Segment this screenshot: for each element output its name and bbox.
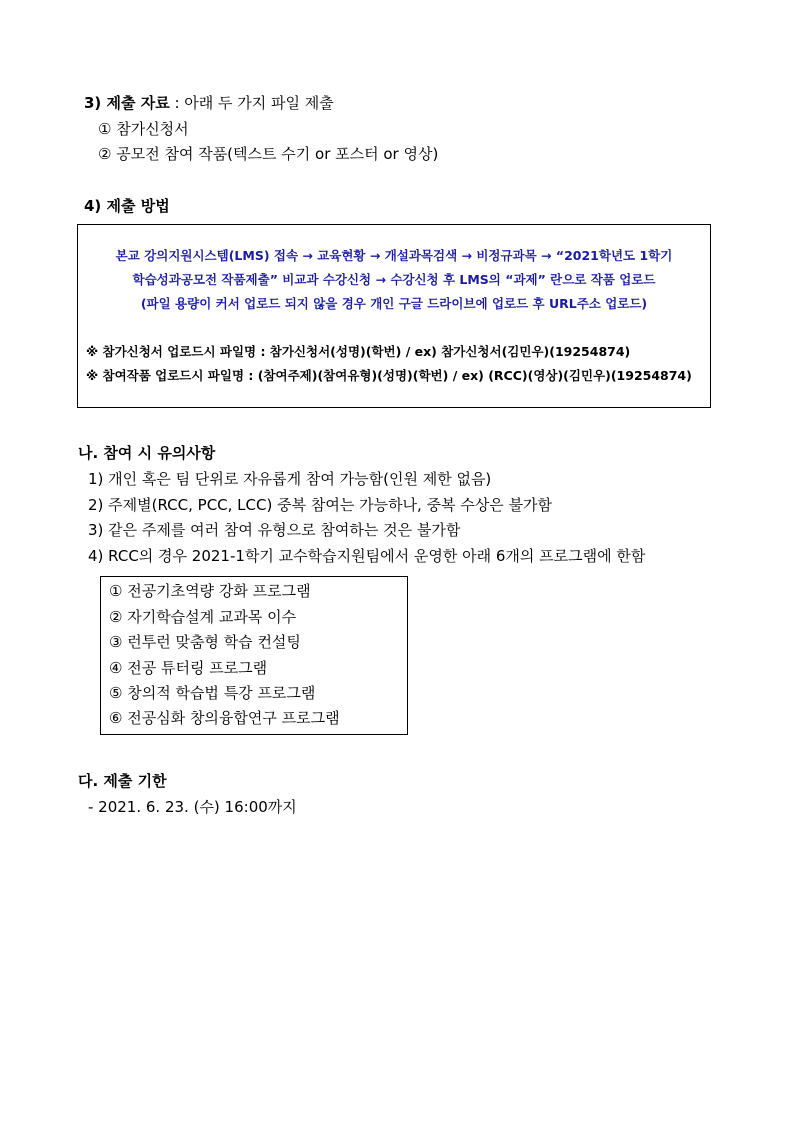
section3-item-2: ② 공모전 참여 작품(텍스트 수기 or 포스터 or 영상) [98,145,439,163]
instruction-line-2: 학습성과공모전 작품제출” 비교과 수강신청 → 수강신청 후 LMS의 “과제” 란으로 작품 업로드 [132,272,656,287]
rcc-program-box [100,576,408,735]
section3-rest: : 아래 두 가지 파일 제출 [169,94,334,112]
deadline-text: - 2021. 6. 23. (수) 16:00까지 [88,798,297,816]
section4-heading: 4) 제출 방법 [84,197,170,215]
filename-note-2: ※ 참여작품 업로드시 파일명 : (참여주제)(참여유형)(성명)(학번) / ex) (RCC)(영상)(김민우)(19254874) [86,368,692,383]
caution-item-4: 4) RCC의 경우 2021-1학기 교수학습지원팀에서 운영한 아래 6개의 프로그램에 한함 [88,547,646,565]
program-item-3: ③ 런투런 맞춤형 학습 컨설팅 [109,633,301,651]
caution-item-1: 1) 개인 혹은 팀 단위로 자유롭게 참여 가능함(인원 제한 없음) [88,470,492,488]
program-item-4: ④ 전공 튜터링 프로그램 [109,659,268,677]
program-item-2: ② 자기학습설계 교과목 이수 [109,608,297,626]
program-item-6: ⑥ 전공심화 창의융합연구 프로그램 [109,709,340,727]
submission-method-box [77,224,711,408]
section-da-heading: 다. 제출 기한 [78,772,167,790]
section3-item-1: ① 참가신청서 [98,120,189,138]
filename-note-1: ※ 참가신청서 업로드시 파일명 : 참가신청서(성명)(학번) / ex) 참가신청서(김민우)(19254874) [86,344,631,359]
program-item-5: ⑤ 창의적 학습법 특강 프로그램 [109,684,316,702]
caution-item-2: 2) 주제별(RCC, PCC, LCC) 중복 참여는 가능하나, 중복 수상은 불가함 [88,496,553,514]
instruction-line-3: (파일 용량이 커서 업로드 되지 않을 경우 개인 구글 드라이브에 업로드 후 URL주소 업로드) [140,296,648,311]
section3-line [84,93,334,113]
program-item-1: ① 전공기초역량 강화 프로그램 [109,582,311,600]
instruction-line-1: 본교 강의지원시스템(LMS) 접속 → 교육현황 → 개설과목검색 → 비정규과목 → “2021학년도 1학기 [115,248,673,263]
caution-item-3: 3) 같은 주제를 여러 참여 유형으로 참여하는 것은 불가함 [88,521,461,539]
section3-heading: 3) 제출 자료 [84,94,170,112]
section-na-heading: 나. 참여 시 유의사항 [78,444,216,462]
